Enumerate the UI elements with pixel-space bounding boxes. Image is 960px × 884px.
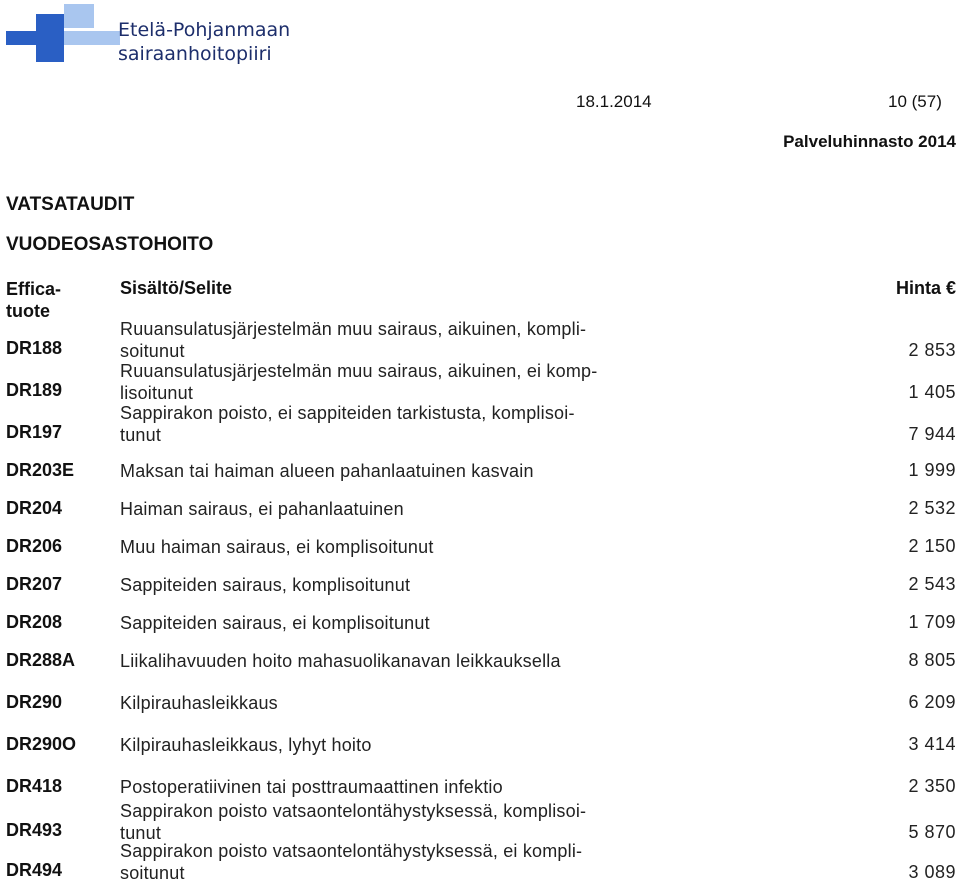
document-title: Palveluhinnasto 2014 bbox=[783, 132, 956, 151]
row-code: DR188 bbox=[6, 338, 63, 358]
row-price: 8 805 bbox=[908, 650, 956, 670]
column-header-price: Hinta € bbox=[895, 278, 956, 298]
row-description: Kilpirauhasleikkaus bbox=[120, 693, 278, 713]
row-price: 1 405 bbox=[908, 382, 956, 402]
logo-icon bbox=[6, 4, 126, 66]
row-code: DR493 bbox=[6, 820, 63, 840]
column-header-code: Effica- tuote bbox=[6, 279, 62, 321]
row-price: 2 532 bbox=[908, 498, 956, 518]
row-price: 2 543 bbox=[908, 574, 956, 594]
row-price: 1 999 bbox=[908, 460, 956, 480]
document-date: 18.1.2014 bbox=[576, 92, 652, 111]
row-code: DR290 bbox=[6, 692, 63, 712]
row-description: Sappirakon poisto, ei sappiteiden tarkistusta, komplisoi- tunut bbox=[120, 403, 575, 445]
row-description: Sappirakon poisto vatsaontelontähystyksessä, ei kompli- soitunut bbox=[120, 841, 583, 883]
row-price: 3 414 bbox=[908, 734, 956, 754]
row-code: DR208 bbox=[6, 612, 63, 632]
row-description: Sappiteiden sairaus, komplisoitunut bbox=[120, 575, 411, 595]
row-description: Liikalihavuuden hoito mahasuolikanavan leikkauksella bbox=[120, 651, 561, 671]
row-code: DR290O bbox=[6, 734, 77, 754]
page-number: 10 (57) bbox=[888, 92, 942, 111]
row-price: 2 853 bbox=[908, 340, 956, 360]
row-code: DR189 bbox=[6, 380, 63, 400]
row-code: DR197 bbox=[6, 422, 63, 442]
organization-name bbox=[118, 18, 290, 66]
row-price: 5 870 bbox=[908, 822, 956, 842]
row-description: Sappiteiden sairaus, ei komplisoitunut bbox=[120, 613, 430, 633]
row-description: Haiman sairaus, ei pahanlaatuinen bbox=[120, 499, 404, 519]
row-code: DR204 bbox=[6, 498, 63, 518]
org-line-2: sairaanhoitopiiri bbox=[118, 43, 272, 65]
row-price: 2 350 bbox=[908, 776, 956, 796]
org-line-1: Etelä-Pohjanmaan bbox=[118, 19, 291, 41]
section-heading: VATSATAUDIT bbox=[6, 194, 135, 215]
row-description: Maksan tai haiman alueen pahanlaatuinen kasvain bbox=[120, 461, 534, 481]
row-code: DR288A bbox=[6, 650, 76, 670]
row-price: 6 209 bbox=[908, 692, 956, 712]
row-description: Muu haiman sairaus, ei komplisoitunut bbox=[120, 537, 434, 557]
row-code: DR206 bbox=[6, 536, 63, 556]
row-code: DR207 bbox=[6, 574, 63, 594]
subsection-heading: VUODEOSASTOHOITO bbox=[6, 234, 214, 255]
row-code: DR418 bbox=[6, 776, 63, 796]
row-description: Ruuansulatusjärjestelmän muu sairaus, aikuinen, ei komp- lisoitunut bbox=[120, 361, 598, 403]
column-header-description: Sisältö/Selite bbox=[120, 278, 233, 298]
row-description: Ruuansulatusjärjestelmän muu sairaus, aikuinen, kompli- soitunut bbox=[120, 319, 587, 361]
row-code: DR203E bbox=[6, 460, 75, 480]
row-code: DR494 bbox=[6, 860, 63, 880]
row-price: 2 150 bbox=[908, 536, 956, 556]
row-price: 3 089 bbox=[908, 862, 956, 882]
row-description: Sappirakon poisto vatsaontelontähystyksessä, komplisoi- tunut bbox=[120, 801, 587, 843]
row-description: Kilpirauhasleikkaus, lyhyt hoito bbox=[120, 735, 372, 755]
row-price: 7 944 bbox=[908, 424, 956, 444]
row-description: Postoperatiivinen tai posttraumaattinen infektio bbox=[120, 777, 503, 797]
row-price: 1 709 bbox=[908, 612, 956, 632]
